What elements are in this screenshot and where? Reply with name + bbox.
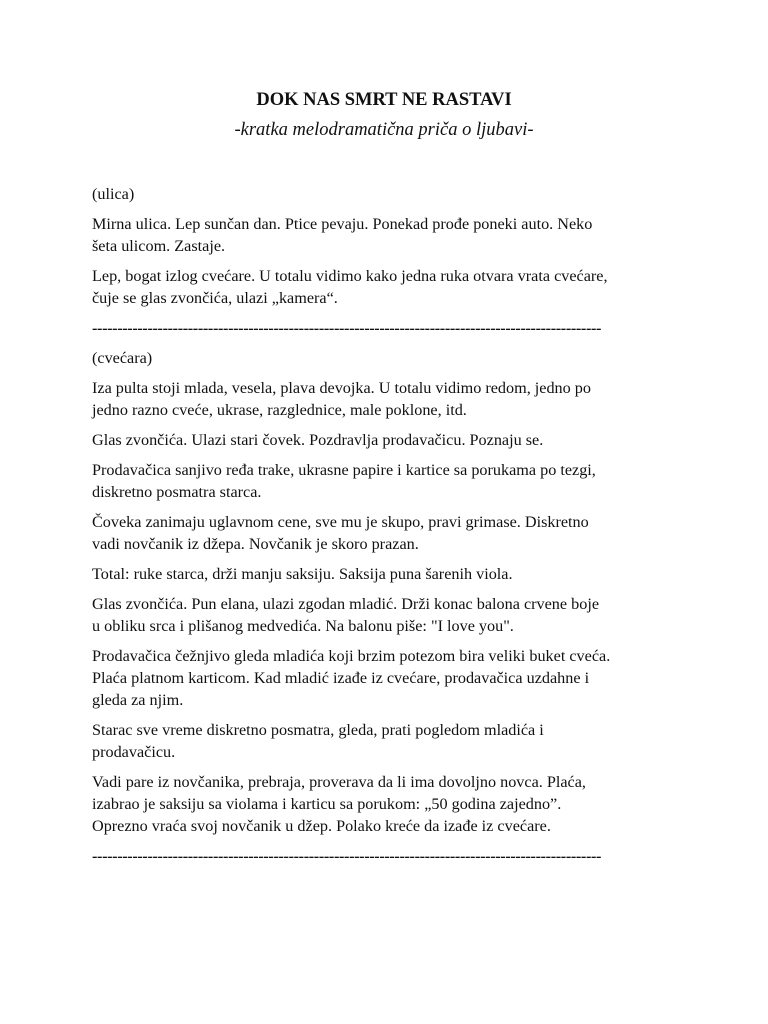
document-title: DOK NAS SMRT NE RASTAVI: [256, 90, 512, 110]
text-line: Lep, bogat izlog cvećare. U totalu vidimo kako jedna ruka otvara vrata cvećare,: [92, 267, 608, 285]
text-line: Glas zvončića. Ulazi stari čovek. Pozdravlja prodavačicu. Poznaju se.: [92, 431, 544, 449]
document-subtitle: -kratka melodramatična priča o ljubavi-: [234, 120, 534, 140]
paragraph: [92, 429, 676, 451]
text-line: gleda za njim.: [92, 691, 184, 709]
text-line: Prodavačica sanjivo ređa trake, ukrasne papire i kartice sa porukama po tezgi,: [92, 461, 596, 479]
document-body: [92, 183, 676, 875]
text-line: Mirna ulica. Lep sunčan dan. Ptice pevaju. Ponekad prođe poneki auto. Neko: [92, 215, 593, 233]
paragraph: [92, 377, 676, 421]
text-line: čuje se glas zvončića, ulazi „kamera“.: [92, 289, 338, 307]
text-line: vadi novčanik iz džepa. Novčanik je skoro prazan.: [92, 535, 419, 553]
text-line: Iza pulta stoji mlada, vesela, plava devojka. U totalu vidimo redom, jedno po: [92, 379, 591, 397]
scene-heading-cvecara: (cvećara): [92, 349, 153, 367]
text-line: u obliku srca i plišanog medvedića. Na balonu piše: "I love you".: [92, 617, 514, 635]
scene-separator: -----------------------------------------------------------------------------------------------------: [92, 847, 602, 865]
text-line: Čoveka zanimaju uglavnom cene, sve mu je skupo, pravi grimase. Diskretno: [92, 513, 589, 531]
text-line: Glas zvončića. Pun elana, ulazi zgodan mladić. Drži konac balona crvene boje: [92, 595, 599, 613]
paragraph: [92, 265, 676, 309]
text-line: Total: ruke starca, drži manju saksiju. Saksija puna šarenih viola.: [92, 565, 513, 583]
paragraph: [92, 719, 676, 763]
scene-heading-ulica: (ulica): [92, 185, 135, 203]
text-line: prodavačicu.: [92, 743, 176, 761]
paragraph: [92, 771, 676, 837]
text-line: Prodavačica čežnjivo gleda mladića koji brzim potezom bira veliki buket cveća.: [92, 647, 611, 665]
text-line: šeta ulicom. Zastaje.: [92, 237, 226, 255]
text-line: jedno razno cveće, ukrase, razglednice, male poklone, itd.: [92, 401, 467, 419]
paragraph: [92, 459, 676, 503]
paragraph: [92, 593, 676, 637]
text-line: Oprezno vraća svoj novčanik u džep. Polako kreće da izađe iz cvećare.: [92, 817, 551, 835]
text-line: izabrao je saksiju sa violama i karticu sa porukom: „50 godina zajedno”.: [92, 795, 562, 813]
paragraph: [92, 563, 676, 585]
scene-separator: -----------------------------------------------------------------------------------------------------: [92, 319, 602, 337]
paragraph: [92, 511, 676, 555]
paragraph: [92, 213, 676, 257]
paragraph: [92, 645, 676, 711]
text-line: diskretno posmatra starca.: [92, 483, 262, 501]
text-line: Starac sve vreme diskretno posmatra, gleda, prati pogledom mladića i: [92, 721, 544, 739]
text-line: Plaća platnom karticom. Kad mladić izađe iz cvećare, prodavačica uzdahne i: [92, 669, 590, 687]
text-line: Vadi pare iz novčanika, prebraja, proverava da li ima dovoljno novca. Plaća,: [92, 773, 586, 791]
